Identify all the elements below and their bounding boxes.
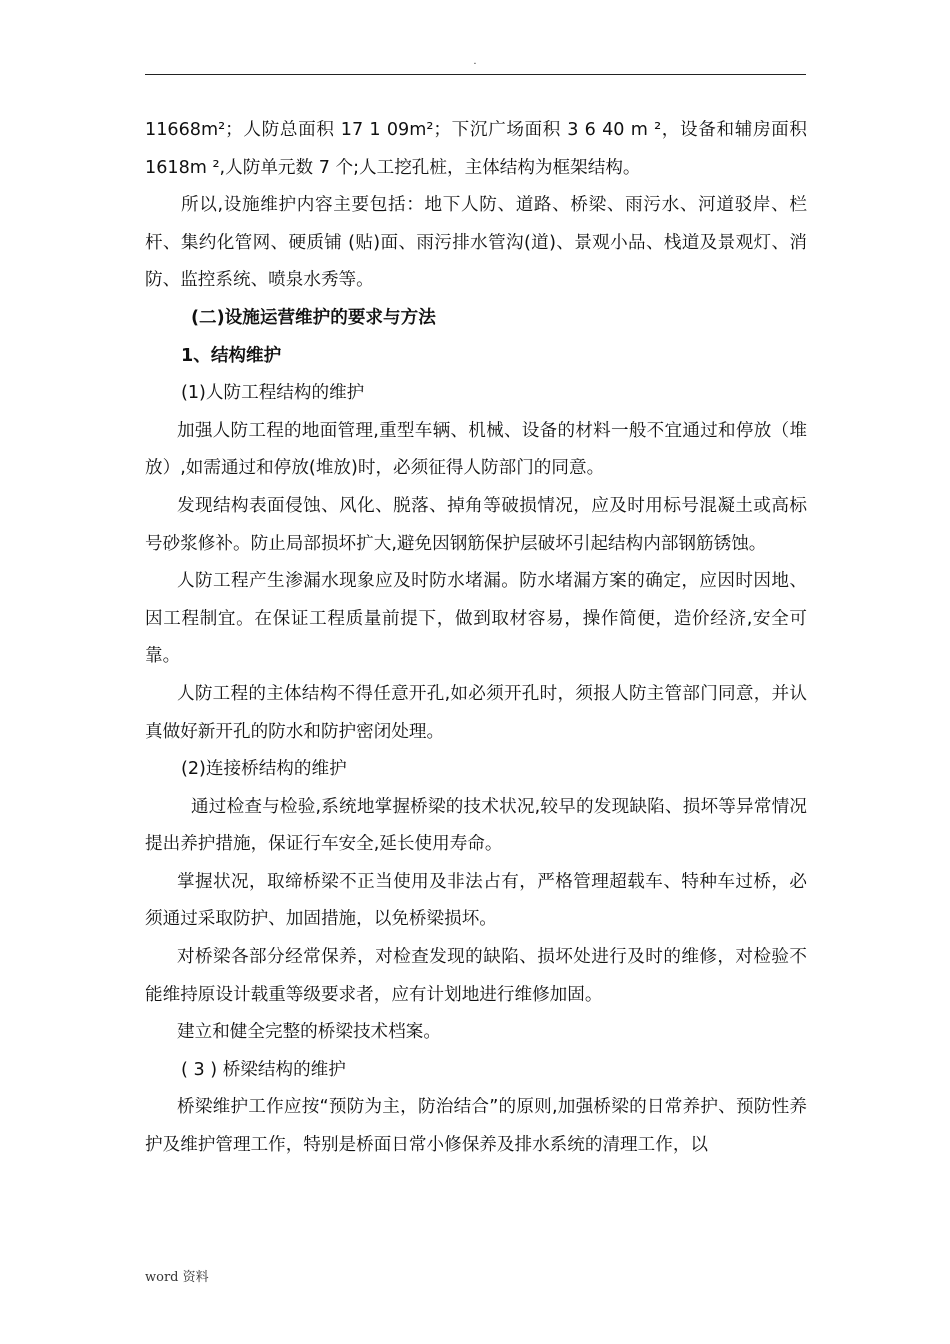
subsection-heading: 1、结构维护	[181, 345, 282, 366]
item-heading-bridge-structure: ( 3 ) 桥梁结构的维护	[181, 1059, 346, 1080]
footer-label: word 资料	[145, 1270, 209, 1285]
paragraph: 加强人防工程的地面管理,重型车辆、机械、设备的材料一般不宜通过和停放（堆放）,如需通过和停放(堆放)时，必须征得人防部门的同意。	[145, 420, 807, 479]
section-heading: (二)设施运营维护的要求与方法	[191, 307, 436, 328]
paragraph-area-summary: 11668m²；人防总面积 17 1 09m²；下沉广场面积 3 6 40 m ²，设备和辅房面积 1618m ²,人防单元数 7 个;人工挖孔桩，主体结构为框架结构。	[145, 120, 807, 178]
paragraph: 掌握状况，取缔桥梁不正当使用及非法占有，严格管理超载车、特种车过桥，必须通过采取防护、加固措施，以免桥梁损坏。	[145, 871, 807, 930]
item-heading-connecting-bridge: (2)连接桥结构的维护	[181, 759, 347, 780]
paragraph: 发现结构表面侵蚀、风化、脱落、掉角等破损情况，应及时用标号混凝土或高标号砂浆修补。防止局部损坏扩大,避免因钢筋保护层破坏引起结构内部钢筋锈蚀。	[145, 495, 807, 554]
paragraph: 通过检查与检验,系统地掌握桥梁的技术状况,较早的发现缺陷、损坏等异常情况提出养护措施，保证行车安全,延长使用寿命。	[145, 796, 807, 855]
header-rule	[145, 74, 806, 75]
paragraph: 桥梁维护工作应按“预防为主，防治结合”的原则,加强桥梁的日常养护、预防性养护及维护管理工作，特别是桥面日常小修保养及排水系统的清理工作，以	[145, 1097, 807, 1156]
paragraph: 对桥梁各部分经常保养，对检查发现的缺陷、损坏处进行及时的维修，对检验不能维持原设计载重等级要求者，应有计划地进行维修加固。	[145, 947, 807, 1005]
paragraph-maintenance-scope: 所以,设施维护内容主要包括：地下人防、道路、桥梁、雨污水、河道驳岸、栏杆、集约化管网、硬质铺 (贴)面、雨污排水管沟(道)、景观小品、栈道及景观灯、消防、监控系统、喷泉水秀等。	[145, 195, 807, 291]
header-mark: .	[473, 56, 477, 67]
item-heading-civil-defense: (1)人防工程结构的维护	[181, 383, 365, 404]
paragraph: 人防工程的主体结构不得任意开孔,如必须开孔时，须报人防主管部门同意，并认真做好新开孔的防水和防护密闭处理。	[145, 683, 807, 742]
document-body	[145, 112, 807, 1165]
paragraph: 人防工程产生渗漏水现象应及时防水堵漏。防水堵漏方案的确定，应因时因地、因工程制宜。在保证工程质量前提下，做到取材容易，操作简便，造价经济,安全可靠。	[145, 571, 807, 667]
paragraph: 建立和健全完整的桥梁技术档案。	[177, 1022, 441, 1043]
